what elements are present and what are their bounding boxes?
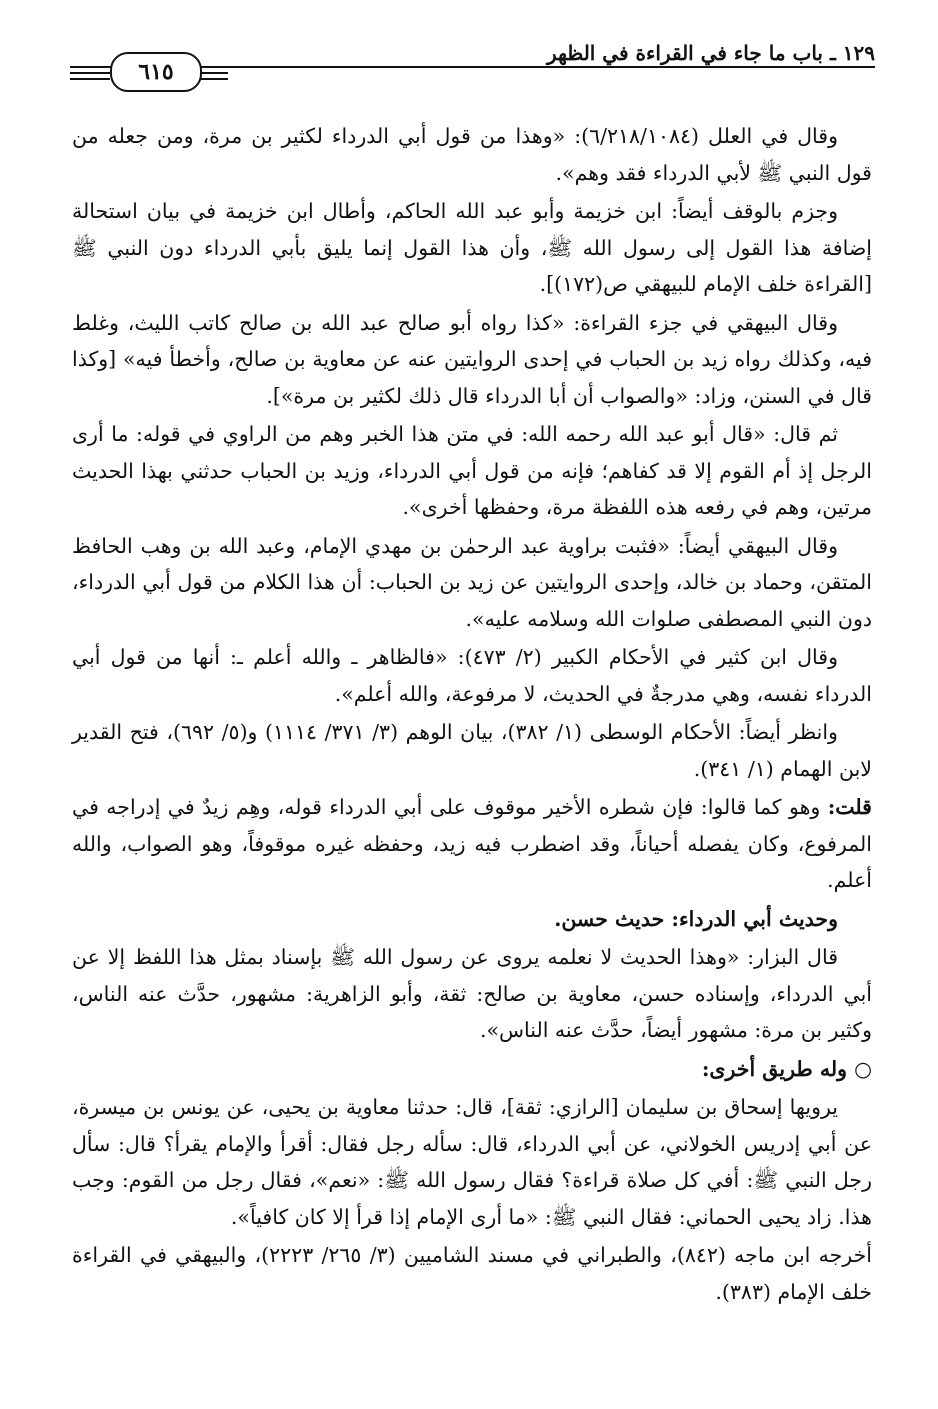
header-ornament-left: [70, 68, 110, 80]
chapter-title: ١٢٩ ـ باب ما جاء في القراءة في الظهر: [541, 40, 875, 66]
paragraph: وانظر أيضاً: الأحكام الوسطى (١/ ٣٨٢)، بيان الوهم (٣/ ٣٧١/ ١١١٤) و(٥/ ٦٩٢)، فتح القدير لابن الهمام (١/ ٣٤١).: [72, 720, 872, 781]
page-header: [70, 40, 875, 85]
header-ornament-right: [198, 68, 228, 80]
paragraph-verdict: وحديث أبي الدرداء: حديث حسن.: [554, 906, 838, 931]
paragraph: ثم قال: «قال أبو عبد الله رحمه الله: في متن هذا الخبر وهم من الراوي في قوله: ما أرى الرجل إذ أم القوم إلا قد كفاهم؛ فإنه من قول أبي الدرداء، وزيد بن الحباب حدثني بهذا الحديث مرتين، وهم في رفعه هذه اللفظة مرة، وحفظها أخرى».: [72, 422, 872, 519]
page-body: [72, 118, 872, 1310]
page-number: ٦١٥: [110, 52, 202, 92]
conclusion-text: وهو كما قالوا: فإن شطره الأخير موقوف على أبي الدرداء قوله، وهِم زيدٌ في إدراجه في المرفوع، وكان يفصله أحياناً، وقد اضطرب فيه زيد، وحفظه غيره موقوفاً، وهو الصواب، والله أعلم.: [72, 795, 872, 892]
paragraph: وقال البيهقي في جزء القراءة: «كذا رواه أبو صالح عبد الله بن صالح كاتب الليث، وغلط فيه، وكذلك رواه زيد بن الحباب في إحدى الروايتين عنه عن معاوية بن صالح، وأخطأ فيه» [وكذا قال في السنن، وزاد: «والصواب أن أبا الدرداء قال ذلك لكثير بن مرة»].: [72, 310, 872, 408]
paragraph: وقال في العلل (٦/٢١٨/١٠٨٤): «وهذا من قول أبي الدرداء لكثير بن مرة، ومن جعله من قول النبي ﷺ لأبي الدرداء فقد وهم».: [72, 124, 872, 185]
paragraph: وجزم بالوقف أيضاً: ابن خزيمة وأبو عبد الله الحاكم، وأطال ابن خزيمة في بيان استحالة إضافة هذا القول إلى رسول الله ﷺ، وأن هذا القول إنما يليق بأبي الدرداء دون النبي ﷺ [القراءة خلف الإمام للبيهقي ص(١٧٢)].: [72, 199, 872, 296]
paragraph: وقال البيهقي أيضاً: «فثبت براوية عبد الرحمٰن بن مهدي الإمام، وعبد الله بن وهب الحافظ المتقن، وحماد بن خالد، وإحدى الروايتين عن زيد بن الحباب: أن هذا الكلام من قول أبي الدرداء، دون النبي المصطفى صلوات الله وسلامه عليه».: [72, 533, 872, 631]
section-heading: ○ وله طريق أخرى:: [701, 1056, 872, 1081]
paragraph: وقال ابن كثير في الأحكام الكبير (٢/ ٤٧٣): «فالظاهر ـ والله أعلم ـ: أنها من قول أبي الدرداء نفسه، وهي مدرجةٌ في الحديث، لا مرفوعة، والله أعلم».: [72, 645, 872, 706]
paragraph: يرويها إسحاق بن سليمان [الرازي: ثقة]، قال: حدثنا معاوية بن يحيى، عن يونس بن ميسرة، عن أبي إدريس الخولاني، عن أبي الدرداء، قال: سأله رجل فقال: أقرأ والإمام يقرأ؟ قال: سأل رجل النبي ﷺ: أفي كل صلاة قراءة؟ فقال رسول الله ﷺ: «نعم»، فقال رجل من القوم: وجب هذا. زاد يحيى الحماني: فقال النبي ﷺ: «ما أرى الإمام إذا قرأ إلا كان كافياً».: [72, 1095, 872, 1229]
paragraph: قال البزار: «وهذا الحديث لا نعلمه يروى عن رسول الله ﷺ بإسناد بمثل هذا اللفظ إلا عن أبي الدرداء، وإسناده حسن، معاوية بن صالح: ثقة، وأبو الزاهرية: مشهور، حدَّث عنه الناس، وكثير بن مرة: مشهور أيضاً، حدَّث عنه الناس».: [72, 945, 872, 1042]
paragraph: أخرجه ابن ماجه (٨٤٢)، والطبراني في مسند الشاميين (٣/ ٢٦٥/ ٢٢٢٣)، والبيهقي في القراءة خلف الإمام (٣٨٣).: [72, 1243, 872, 1304]
conclusion-lead: قلت:: [827, 795, 872, 819]
paragraph-conclusion: [72, 789, 872, 899]
